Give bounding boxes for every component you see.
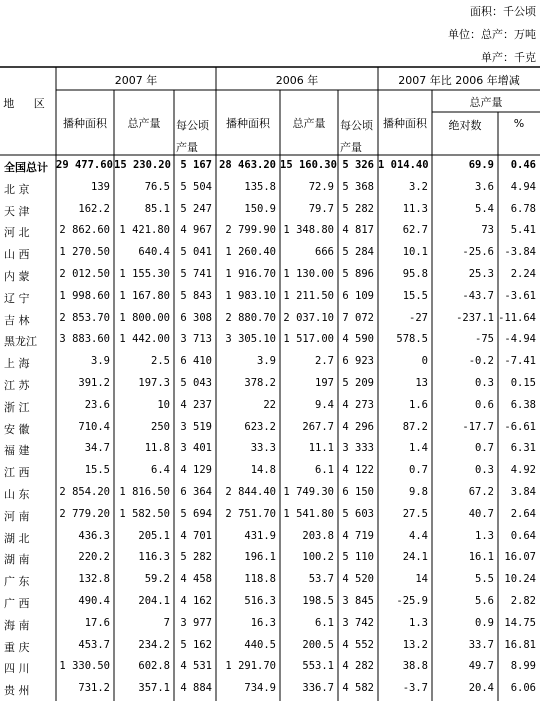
- unit-yield: 单产：千克: [481, 51, 536, 64]
- value-cell: -0.2: [468, 355, 494, 368]
- value-cell: 2 751.70: [225, 507, 276, 520]
- header-total-output-diff: 总产量: [469, 96, 503, 109]
- value-cell: 1 442.00: [119, 333, 170, 346]
- value-cell: 25.3: [468, 268, 494, 280]
- value-cell: 2.64: [510, 507, 536, 520]
- value-cell: 10.24: [504, 573, 536, 586]
- header-area-2006: 播种面积: [226, 117, 270, 130]
- region-cell: 浙 江: [4, 400, 30, 414]
- value-cell: 5.4: [475, 202, 494, 215]
- value-cell: 15.5: [84, 464, 110, 477]
- region-cell: 黑龙江: [4, 335, 37, 349]
- value-cell: 1 582.50: [119, 507, 170, 520]
- value-cell: 5.41: [510, 224, 536, 237]
- value-cell: 33.3: [250, 442, 276, 455]
- unit-area: 面积：千公顷: [470, 5, 536, 18]
- value-cell: 4 531: [180, 660, 212, 673]
- value-cell: 11.8: [144, 442, 170, 455]
- value-cell: 250: [151, 420, 170, 433]
- value-cell: 5 896: [342, 268, 374, 280]
- value-cell: 4 884: [180, 682, 212, 695]
- value-cell: 6 150: [342, 486, 374, 498]
- value-cell: 4 701: [180, 529, 212, 542]
- value-cell: -11.64: [498, 311, 536, 324]
- value-cell: 16.07: [504, 551, 536, 564]
- value-cell: 6.4: [151, 464, 170, 477]
- value-cell: 4 273: [342, 398, 374, 411]
- table-row: [0, 417, 540, 439]
- value-cell: 710.4: [78, 420, 110, 433]
- value-cell: 6 410: [180, 355, 212, 368]
- value-cell: 1 348.80: [283, 224, 334, 237]
- table-row: [0, 526, 540, 548]
- value-cell: 150.9: [244, 202, 276, 215]
- region-cell: 广 西: [4, 597, 30, 610]
- region-cell: 山 东: [4, 488, 30, 501]
- region-cell: 吉 林: [4, 313, 30, 327]
- value-cell: 553.1: [302, 660, 334, 673]
- value-cell: 7: [163, 616, 170, 629]
- value-cell: 4 582: [342, 682, 374, 695]
- value-cell: 5 247: [180, 202, 212, 215]
- value-cell: 118.8: [244, 573, 276, 586]
- value-cell: 0.15: [510, 377, 536, 389]
- value-cell: 6.78: [510, 202, 536, 215]
- header-area-2007: 播种面积: [63, 117, 107, 130]
- value-cell: 200.5: [302, 638, 334, 651]
- value-cell: 5 167: [180, 159, 212, 171]
- value-cell: 34.7: [84, 442, 110, 455]
- value-cell: -4.94: [504, 333, 536, 346]
- value-cell: 3 713: [180, 333, 212, 346]
- value-cell: 14.8: [250, 464, 276, 477]
- value-cell: 0.3: [475, 464, 494, 477]
- value-cell: -3.7: [402, 682, 428, 695]
- region-cell: 内 蒙: [4, 270, 30, 283]
- region-cell: 安 徽: [4, 422, 30, 436]
- value-cell: 14: [415, 573, 428, 586]
- value-cell: 3 519: [180, 420, 212, 433]
- value-cell: 6 308: [180, 311, 212, 324]
- value-cell: 116.3: [138, 551, 170, 564]
- table-row: [0, 329, 540, 351]
- value-cell: 5 282: [180, 551, 212, 564]
- value-cell: 0: [421, 355, 428, 368]
- value-cell: 4 590: [342, 333, 374, 346]
- value-cell: -3.61: [504, 289, 536, 302]
- value-cell: 234.2: [138, 638, 170, 651]
- region-cell: 湖 北: [4, 531, 30, 545]
- table-row: [0, 351, 540, 373]
- table-row: [0, 504, 540, 526]
- value-cell: 15 160.30: [280, 159, 337, 171]
- value-cell: 2.5: [151, 355, 170, 368]
- value-cell: -3.84: [504, 246, 536, 259]
- value-cell: 10.1: [402, 246, 428, 259]
- value-cell: 15 230.20: [114, 159, 171, 171]
- header-yield-2006: 每公顷产量: [340, 119, 373, 154]
- value-cell: 11.3: [402, 202, 428, 215]
- value-cell: 0.7: [475, 442, 494, 455]
- value-cell: 1 916.70: [225, 268, 276, 280]
- header-diff: 2007 年比 2006 年增减: [398, 74, 520, 87]
- value-cell: 29 477.60: [56, 159, 113, 171]
- value-cell: 9.8: [409, 486, 428, 498]
- value-cell: 3.84: [510, 486, 536, 498]
- value-cell: 391.2: [78, 377, 110, 389]
- value-cell: 132.8: [78, 573, 110, 586]
- value-cell: 73: [481, 224, 494, 237]
- value-cell: 87.2: [402, 420, 428, 433]
- value-cell: 62.7: [402, 224, 428, 237]
- value-cell: 5 284: [342, 246, 374, 259]
- value-cell: 5 741: [180, 268, 212, 280]
- header-output-2006: 总产量: [292, 117, 326, 130]
- value-cell: 1 291.70: [225, 660, 276, 673]
- value-cell: 5.6: [475, 595, 494, 607]
- value-cell: 640.4: [138, 246, 170, 259]
- value-cell: 16.1: [468, 551, 494, 564]
- value-cell: 1.3: [409, 616, 428, 629]
- value-cell: 16.81: [504, 638, 536, 651]
- value-cell: 205.1: [138, 529, 170, 542]
- table-row: [0, 438, 540, 460]
- table-row: [0, 547, 540, 569]
- value-cell: 1 816.50: [119, 486, 170, 498]
- value-cell: 53.7: [308, 573, 334, 586]
- value-cell: 22: [263, 398, 276, 411]
- value-cell: 3 742: [342, 616, 374, 629]
- value-cell: 27.5: [402, 507, 428, 520]
- value-cell: 5.5: [475, 573, 494, 586]
- value-cell: -25.9: [396, 595, 428, 607]
- unit-output: 单位：总产：万吨: [448, 28, 536, 41]
- value-cell: 0.46: [510, 159, 536, 171]
- value-cell: 9.4: [315, 398, 334, 411]
- region-cell: 重 庆: [4, 640, 30, 654]
- value-cell: 1 749.30: [283, 486, 334, 498]
- value-cell: 6.06: [510, 682, 536, 695]
- region-cell: 福 建: [4, 444, 30, 458]
- value-cell: 666: [315, 246, 334, 259]
- header-yield-2007: 每公顷产量: [176, 119, 209, 154]
- value-cell: 4 122: [342, 464, 374, 477]
- value-cell: 0.64: [510, 529, 536, 542]
- value-cell: -7.41: [504, 355, 536, 368]
- value-cell: 4 282: [342, 660, 374, 673]
- region-cell: 江 西: [4, 466, 30, 480]
- value-cell: 1 330.50: [59, 660, 110, 673]
- region-cell: 海 南: [4, 618, 30, 632]
- value-cell: 1 260.40: [225, 246, 276, 259]
- value-cell: 4 162: [180, 595, 212, 607]
- value-cell: 220.2: [78, 551, 110, 564]
- value-cell: 16.3: [250, 616, 276, 629]
- value-cell: 2 012.50: [59, 268, 110, 280]
- value-cell: 100.2: [302, 551, 334, 564]
- value-cell: -6.61: [504, 420, 536, 433]
- value-cell: 59.2: [144, 573, 170, 586]
- region-cell: 北 京: [4, 182, 30, 196]
- value-cell: 453.7: [78, 638, 110, 651]
- value-cell: 2 880.70: [225, 311, 276, 324]
- value-cell: 2.24: [510, 268, 536, 280]
- header-2006: 2006 年: [275, 74, 319, 87]
- value-cell: 436.3: [78, 529, 110, 542]
- value-cell: 5 282: [342, 202, 374, 215]
- value-cell: 5 504: [180, 180, 212, 193]
- value-cell: 6.1: [315, 616, 334, 629]
- value-cell: 76.5: [144, 180, 170, 193]
- value-cell: 2 037.10: [283, 311, 334, 324]
- value-cell: 1 800.00: [119, 311, 170, 324]
- value-cell: 6 923: [342, 355, 374, 368]
- value-cell: 4 967: [180, 224, 212, 237]
- value-cell: 135.8: [244, 180, 276, 193]
- value-cell: 516.3: [244, 595, 276, 607]
- header-output-2007: 总产量: [127, 117, 161, 130]
- value-cell: 72.9: [308, 180, 334, 193]
- value-cell: 203.8: [302, 529, 334, 542]
- value-cell: 1 421.80: [119, 224, 170, 237]
- value-cell: 33.7: [468, 638, 494, 651]
- value-cell: 3.6: [475, 180, 494, 193]
- value-cell: 5 694: [180, 507, 212, 520]
- table-row: [0, 460, 540, 482]
- region-cell: 河 北: [4, 226, 30, 240]
- value-cell: 6 109: [342, 289, 374, 302]
- value-cell: 4 520: [342, 573, 374, 586]
- value-cell: 5 110: [342, 551, 374, 564]
- table-row: [0, 613, 540, 635]
- table-row: [0, 656, 540, 678]
- value-cell: 3 333: [342, 442, 374, 455]
- value-cell: 20.4: [468, 682, 494, 695]
- header-pct: %: [513, 117, 525, 130]
- value-cell: 1 270.50: [59, 246, 110, 259]
- value-cell: 11.1: [308, 442, 334, 455]
- value-cell: 3.9: [257, 355, 276, 368]
- value-cell: 10: [157, 398, 170, 411]
- value-cell: -43.7: [462, 289, 494, 302]
- region-cell: 辽 宁: [4, 291, 30, 305]
- value-cell: 4.94: [510, 180, 536, 193]
- table-row: [0, 242, 540, 264]
- value-cell: -17.7: [462, 420, 494, 433]
- value-cell: 38.8: [402, 660, 428, 673]
- region-cell: 四 川: [4, 662, 30, 676]
- value-cell: 0.6: [475, 398, 494, 411]
- table-row: [0, 308, 540, 330]
- value-cell: 6.1: [315, 464, 334, 477]
- region-cell: 天 津: [4, 204, 30, 218]
- value-cell: 602.8: [138, 660, 170, 673]
- value-cell: 4 817: [342, 224, 374, 237]
- region-cell: 广 东: [4, 575, 30, 589]
- value-cell: 3 977: [180, 616, 212, 629]
- table-row: [0, 220, 540, 242]
- value-cell: 13: [415, 377, 428, 389]
- value-cell: 2 779.20: [59, 507, 110, 520]
- region-cell: 全国总计: [4, 161, 48, 174]
- value-cell: 731.2: [78, 682, 110, 695]
- value-cell: 1 130.00: [283, 268, 334, 280]
- table-row: [0, 373, 540, 395]
- value-cell: 1 014.40: [378, 159, 429, 171]
- value-cell: 2.7: [315, 355, 334, 368]
- value-cell: 336.7: [302, 682, 334, 695]
- value-cell: 196.1: [244, 551, 276, 564]
- value-cell: 2 853.70: [59, 311, 110, 324]
- value-cell: 1.4: [409, 442, 428, 455]
- value-cell: 1 998.60: [59, 289, 110, 302]
- value-cell: 1.6: [409, 398, 428, 411]
- value-cell: 5 368: [342, 180, 374, 193]
- table-row: [0, 635, 540, 657]
- value-cell: 4 458: [180, 573, 212, 586]
- value-cell: 79.7: [308, 202, 334, 215]
- value-cell: 378.2: [244, 377, 276, 389]
- header-2007: 2007 年: [114, 74, 158, 87]
- value-cell: 85.1: [144, 202, 170, 215]
- value-cell: 6.31: [510, 442, 536, 455]
- value-cell: 2.82: [510, 595, 536, 607]
- value-cell: 5 043: [180, 377, 212, 389]
- value-cell: 734.9: [244, 682, 276, 695]
- value-cell: 623.2: [244, 420, 276, 433]
- value-cell: 4 552: [342, 638, 374, 651]
- value-cell: 4.4: [409, 529, 428, 542]
- value-cell: 49.7: [468, 660, 494, 673]
- table-row: [0, 591, 540, 613]
- header-abs: 绝对数: [448, 119, 482, 132]
- value-cell: 15.5: [402, 289, 428, 302]
- value-cell: 0.7: [409, 464, 428, 477]
- value-cell: 7 072: [342, 311, 374, 324]
- value-cell: 17.6: [84, 616, 110, 629]
- region-cell: 江 苏: [4, 379, 30, 392]
- region-cell: 上 海: [4, 357, 30, 371]
- value-cell: 95.8: [402, 268, 428, 280]
- value-cell: 3 401: [180, 442, 212, 455]
- table-row: [0, 678, 540, 700]
- value-cell: 3.9: [91, 355, 110, 368]
- value-cell: 13.2: [402, 638, 428, 651]
- value-cell: 5 041: [180, 246, 212, 259]
- value-cell: 162.2: [78, 202, 110, 215]
- value-cell: 1 983.10: [225, 289, 276, 302]
- value-cell: 139: [91, 180, 110, 193]
- value-cell: 40.7: [468, 507, 494, 520]
- value-cell: 1 517.00: [283, 333, 334, 346]
- value-cell: 4 129: [180, 464, 212, 477]
- value-cell: 1.3: [475, 529, 494, 542]
- value-cell: 197: [315, 377, 334, 389]
- value-cell: 8.99: [510, 660, 536, 673]
- value-cell: 490.4: [78, 595, 110, 607]
- region-cell: 湖 南: [4, 553, 30, 567]
- value-cell: 0.9: [475, 616, 494, 629]
- value-cell: 1 167.80: [119, 289, 170, 302]
- value-cell: 431.9: [244, 529, 276, 542]
- table-row: [0, 569, 540, 591]
- value-cell: 69.9: [468, 159, 494, 171]
- table-row: [0, 177, 540, 199]
- value-cell: 28 463.20: [219, 159, 276, 171]
- value-cell: 198.5: [302, 595, 334, 607]
- value-cell: 2 862.60: [59, 224, 110, 237]
- value-cell: 2 799.90: [225, 224, 276, 237]
- value-cell: 4.92: [510, 464, 536, 477]
- table-row: [0, 482, 540, 504]
- table-row: [0, 199, 540, 221]
- value-cell: -27: [409, 311, 428, 324]
- value-cell: 2 844.40: [225, 486, 276, 498]
- value-cell: 357.1: [138, 682, 170, 695]
- value-cell: 5 843: [180, 289, 212, 302]
- value-cell: 23.6: [84, 398, 110, 411]
- value-cell: 3 883.60: [59, 333, 110, 346]
- region-cell: 山 西: [4, 248, 30, 262]
- value-cell: -237.1: [456, 311, 494, 324]
- value-cell: 5 209: [342, 377, 374, 389]
- value-cell: 5 603: [342, 507, 374, 520]
- value-cell: 3 305.10: [225, 333, 276, 346]
- value-cell: 5 326: [342, 159, 374, 171]
- value-cell: 6.38: [510, 398, 536, 411]
- value-cell: 67.2: [468, 486, 494, 498]
- value-cell: 4 296: [342, 420, 374, 433]
- value-cell: 204.1: [138, 595, 170, 607]
- region-cell: 贵 州: [4, 684, 30, 698]
- value-cell: 1 541.80: [283, 507, 334, 520]
- header-area-diff: 播种面积: [383, 117, 427, 130]
- value-cell: 24.1: [402, 551, 428, 564]
- table-row: [0, 286, 540, 308]
- value-cell: 4 719: [342, 529, 374, 542]
- table-row: [0, 395, 540, 417]
- value-cell: 6 364: [180, 486, 212, 498]
- value-cell: 197.3: [138, 377, 170, 389]
- value-cell: 0.3: [475, 377, 494, 389]
- value-cell: 4 237: [180, 398, 212, 411]
- value-cell: 578.5: [396, 333, 428, 346]
- value-cell: -75: [475, 333, 494, 346]
- value-cell: -25.6: [462, 246, 494, 259]
- table-row: [0, 264, 540, 286]
- value-cell: 2 854.20: [59, 486, 110, 498]
- value-cell: 1 211.50: [283, 289, 334, 302]
- value-cell: 5 162: [180, 638, 212, 651]
- header-region: 地 区: [3, 97, 53, 110]
- value-cell: 440.5: [244, 638, 276, 651]
- value-cell: 1 155.30: [119, 268, 170, 280]
- value-cell: 267.7: [302, 420, 334, 433]
- value-cell: 3.2: [409, 180, 428, 193]
- region-cell: 河 南: [4, 509, 30, 523]
- value-cell: 14.75: [504, 616, 536, 629]
- value-cell: 3 845: [342, 595, 374, 607]
- total-row: [0, 155, 540, 177]
